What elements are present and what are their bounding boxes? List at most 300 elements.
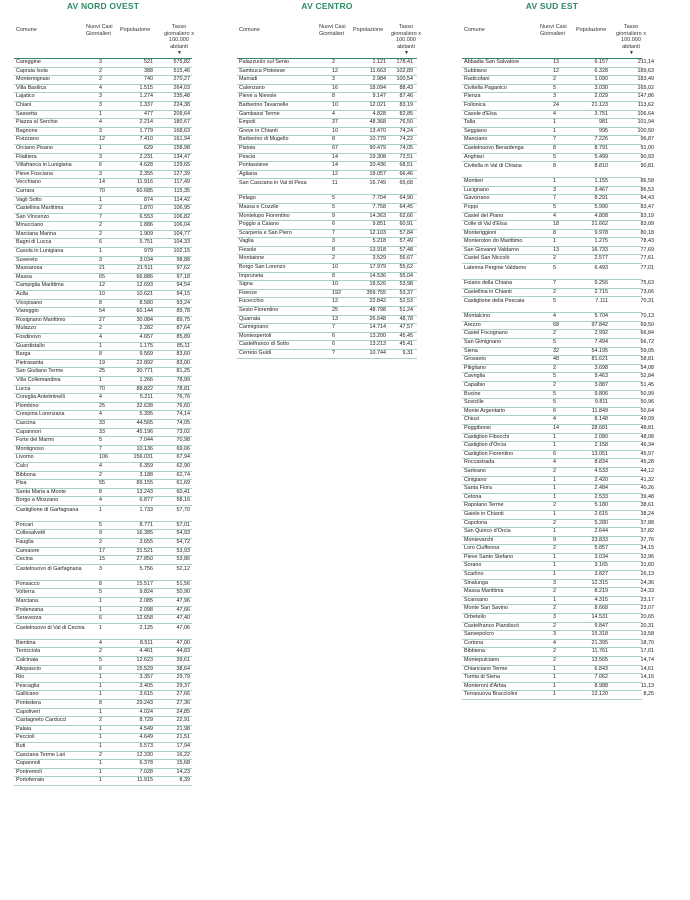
cell-tasso: 76,50 [399, 119, 413, 126]
cell-comune: Marciana Marina [16, 230, 57, 237]
sort-down-icon[interactable]: ▼ [404, 50, 409, 57]
table-row [462, 622, 654, 632]
cell-popolazione: 5.751 [139, 239, 153, 246]
cell-popolazione: 8.148 [594, 416, 608, 423]
cell-comune: Pieve Santo Stefano [464, 553, 514, 560]
cell-tasso: 48,81 [640, 424, 654, 431]
table-row [462, 442, 654, 451]
cell-comune: Mulazzo [16, 325, 37, 332]
table-row [14, 317, 192, 326]
cell-tasso: 8,25 [643, 691, 654, 698]
table-row [14, 420, 192, 429]
cell-comune: Camaiore [16, 547, 40, 554]
table-row [237, 93, 417, 102]
cell-comune: Capalbio [464, 382, 486, 388]
table-row [14, 624, 192, 640]
table-row [14, 726, 192, 735]
table-row [462, 313, 654, 322]
cell-nuovi-casi: 1 [553, 442, 556, 449]
table-row [237, 68, 417, 77]
table-row [462, 399, 654, 408]
table-row [14, 222, 192, 231]
cell-nuovi-casi: 7 [332, 229, 335, 236]
cell-nuovi-casi: 4 [99, 639, 102, 646]
cell-nuovi-casi: 4 [99, 394, 102, 401]
cell-popolazione: 10.779 [369, 136, 386, 143]
table-body [237, 58, 417, 359]
cell-tasso: 65,68 [399, 180, 413, 187]
cell-tasso: 50,64 [640, 407, 654, 414]
cell-popolazione: 7.494 [594, 339, 608, 346]
cell-tasso: 69,50 [640, 321, 654, 328]
table-row [14, 556, 192, 565]
table-row [237, 195, 417, 204]
cell-comune: Pitigliano [464, 364, 486, 371]
cell-nuovi-casi: 3 [99, 93, 102, 100]
cell-tasso: 91,00 [640, 144, 654, 151]
cell-comune: Barberino di Mugello [239, 136, 289, 143]
cell-comune: Radicofani [464, 76, 490, 83]
table-row [462, 297, 654, 313]
cell-popolazione: 11.849 [591, 407, 608, 414]
cell-nuovi-casi: 3 [99, 101, 102, 108]
cell-nuovi-casi: 1 [553, 433, 556, 440]
table-row [14, 683, 192, 692]
cell-tasso: 51,45 [640, 382, 654, 388]
cell-nuovi-casi: 8 [553, 144, 556, 151]
table-row [14, 463, 192, 472]
cell-popolazione: 2.125 [139, 624, 153, 631]
cell-tasso: 54,08 [640, 364, 654, 371]
cell-nuovi-casi: 11 [332, 180, 338, 187]
cell-comune: Poppi [464, 203, 478, 210]
cell-tasso: 57,01 [176, 521, 190, 528]
cell-comune: Forte dei Marmi [16, 437, 54, 444]
cell-popolazione: 2.484 [594, 485, 608, 492]
cell-tasso: 45,28 [640, 459, 654, 466]
cell-popolazione: 9.824 [139, 589, 153, 596]
table-row [14, 454, 192, 463]
cell-tasso: 189,63 [637, 67, 654, 74]
col-comune: Comune [16, 27, 37, 33]
table-row [14, 437, 192, 446]
cell-popolazione: 5.990 [594, 203, 608, 210]
cell-nuovi-casi: 8 [332, 93, 335, 100]
cell-nuovi-casi: 33 [99, 419, 105, 426]
cell-tasso: 129,65 [173, 162, 190, 169]
cell-popolazione: 3.887 [594, 382, 608, 388]
cell-comune: Santa Maria a Monte [16, 488, 67, 495]
cell-nuovi-casi: 10 [332, 264, 338, 271]
cell-popolazione: 8.580 [139, 299, 153, 306]
cell-popolazione: 477 [144, 110, 153, 117]
cell-comune: Carrara [16, 187, 35, 194]
cell-tasso: 45,41 [399, 341, 413, 348]
cell-nuovi-casi: 6 [99, 615, 102, 622]
cell-popolazione: 874 [144, 196, 153, 203]
cell-tasso: 102,89 [396, 67, 413, 74]
cell-nuovi-casi: 2 [99, 751, 102, 758]
cell-nuovi-casi: 2 [553, 519, 556, 526]
cell-comune: Casole d'Elsa [464, 110, 497, 117]
cell-tasso: 16,22 [176, 751, 190, 758]
cell-tasso: 69,06 [176, 445, 190, 452]
cell-tasso: 81,25 [176, 368, 190, 375]
cell-popolazione: 21.123 [591, 101, 608, 108]
cell-popolazione: 19.308 [369, 153, 386, 160]
cell-popolazione: 16.733 [591, 246, 608, 253]
col-tasso[interactable]: Tasso giornaliero x 100.000 abitanti [616, 24, 646, 50]
cell-comune: Massa e Cozzile [239, 203, 279, 210]
table-row [462, 467, 654, 477]
cell-popolazione: 32.638 [136, 402, 153, 409]
sort-down-icon[interactable]: ▼ [629, 50, 634, 57]
table-row [237, 238, 417, 247]
cell-comune: Cortona [464, 639, 484, 646]
cell-popolazione: 3.615 [139, 691, 153, 698]
cell-popolazione: 2.029 [594, 93, 608, 100]
cell-popolazione: 1.870 [139, 205, 153, 212]
cell-nuovi-casi: 1 [99, 342, 102, 349]
cell-nuovi-casi: 6 [553, 450, 556, 457]
cell-popolazione: 1.155 [594, 178, 608, 185]
cell-nuovi-casi: 4 [553, 313, 556, 320]
cell-nuovi-casi: 10 [332, 127, 338, 134]
cell-tasso: 44,83 [176, 648, 190, 655]
cell-comune: San Quirico d'Orcia [464, 528, 511, 535]
cell-tasso: 38,61 [640, 502, 654, 509]
cell-popolazione: 2.158 [594, 442, 608, 449]
table-row [237, 111, 417, 120]
cell-tasso: 29,37 [176, 682, 190, 689]
table-row [462, 144, 654, 154]
cell-comune: Portoferraio [16, 777, 45, 784]
table-row [14, 257, 192, 266]
cell-comune: Sorano [464, 562, 482, 569]
table-row [237, 247, 417, 256]
cell-comune: Sarteano [464, 467, 486, 474]
table-row [237, 264, 417, 273]
col-tasso[interactable]: Tasso giornaliero x 100.000 abitanti [164, 24, 194, 50]
cell-popolazione: 1.275 [594, 238, 608, 245]
table-row [14, 522, 192, 531]
cell-comune: Talla [464, 119, 476, 126]
cell-popolazione: 3.467 [594, 186, 608, 193]
cell-comune: Vaglia [239, 238, 254, 245]
cell-nuovi-casi: 1 [99, 196, 102, 203]
table-row [14, 265, 192, 274]
cell-tasso: 68,51 [399, 162, 413, 169]
cell-tasso: 49,09 [640, 416, 654, 423]
cell-nuovi-casi: 1 [99, 768, 102, 775]
table-row [462, 186, 654, 196]
table-row [462, 571, 654, 580]
cell-tasso: 86,58 [640, 178, 654, 185]
cell-popolazione: 16.385 [136, 530, 153, 537]
cell-tasso: 39,61 [176, 657, 190, 663]
cell-comune: Bagni di Lucca [16, 239, 52, 246]
cell-popolazione: 21.511 [136, 265, 153, 272]
cell-popolazione: 1.274 [139, 93, 153, 100]
cell-tasso: 51,56 [176, 580, 190, 587]
cell-comune: Castiglion Fibocchi [464, 433, 510, 440]
table-row [462, 229, 654, 239]
cell-tasso: 14,16 [640, 674, 654, 681]
cell-comune: Massarosa [16, 265, 43, 272]
cell-nuovi-casi: 2 [553, 605, 556, 612]
cell-tasso: 17,94 [176, 742, 190, 749]
cell-popolazione: 44.565 [136, 419, 153, 426]
cell-popolazione: 7.111 [595, 298, 608, 305]
table-row [14, 93, 192, 102]
cell-tasso: 50,96 [640, 399, 654, 406]
table-row [14, 657, 192, 666]
cell-comune: Monte San Savino [464, 605, 509, 612]
cell-tasso: 57,48 [399, 246, 413, 253]
cell-popolazione: 2.098 [139, 606, 153, 613]
cell-nuovi-casi: 2 [553, 502, 556, 509]
cell-tasso: 50,99 [640, 390, 654, 397]
cell-popolazione: 2.715 [594, 288, 608, 295]
table-row [14, 76, 192, 85]
cell-comune: Signa [239, 281, 253, 288]
cell-popolazione: 10.136 [136, 445, 153, 452]
table-row [237, 333, 417, 342]
cell-comune: Cecina [16, 556, 33, 563]
cell-tasso: 40,26 [640, 485, 654, 492]
cell-comune: Montepulciano [464, 657, 500, 663]
cell-popolazione: 45.196 [136, 428, 153, 435]
cell-comune: Ponsacco [16, 580, 40, 587]
cell-nuovi-casi: 25 [99, 368, 105, 375]
cell-tasso: 57,70 [176, 506, 190, 513]
cell-comune: Sambuca Pistoiese [239, 67, 286, 74]
cell-comune: Pelago [239, 195, 256, 202]
cell-nuovi-casi: 3 [99, 170, 102, 177]
cell-comune: San Giuliano Terme [16, 368, 64, 375]
table-row [14, 136, 192, 145]
table-row [237, 204, 417, 213]
cell-comune: Roccastrada [464, 459, 495, 466]
table-row [237, 281, 417, 290]
table-row [462, 424, 654, 434]
cell-tasso: 168,63 [173, 127, 190, 134]
table-row [237, 230, 417, 239]
table-row [237, 59, 417, 68]
cell-comune: Palazzuolo sul Senio [239, 59, 290, 65]
cell-popolazione: 13.243 [136, 488, 153, 495]
cell-tasso: 83,60 [176, 351, 190, 358]
table-row [14, 85, 192, 94]
cell-comune: Marradi [239, 76, 258, 83]
cell-comune: Rapolano Terme [464, 502, 504, 509]
table-row [14, 530, 192, 539]
cell-popolazione: 2.420 [594, 476, 608, 483]
cell-nuovi-casi: 6 [553, 407, 556, 414]
cell-comune: Monte Argentario [464, 407, 506, 414]
cell-comune: Pistoia [239, 144, 256, 151]
panel-av-nord-ovest [14, 0, 192, 786]
cell-tasso: 48,78 [399, 315, 413, 322]
cell-popolazione: 156.031 [133, 454, 153, 461]
cell-popolazione: 9.147 [372, 93, 386, 100]
cell-nuovi-casi: 12 [332, 298, 338, 305]
cell-nuovi-casi: 8 [99, 580, 102, 587]
cell-popolazione: 12.021 [369, 101, 386, 108]
cell-comune: Casola in Lunigiana [16, 248, 64, 255]
table-row [14, 640, 192, 649]
table-row [14, 308, 192, 317]
cell-popolazione: 17.979 [369, 264, 386, 271]
cell-comune: Fauglia [16, 539, 34, 546]
table-row [237, 162, 417, 171]
cell-comune: Manciano [464, 136, 488, 143]
cell-nuovi-casi: 12 [99, 282, 105, 289]
cell-comune: Pisa [16, 480, 27, 487]
cell-nuovi-casi: 2 [99, 67, 102, 74]
cell-nuovi-casi: 8 [332, 272, 335, 279]
cell-tasso: 75,63 [640, 280, 654, 287]
cell-nuovi-casi: 2 [553, 588, 556, 595]
table-row [462, 528, 654, 537]
cell-comune: Capannoli [16, 760, 41, 767]
cell-nuovi-casi: 2 [99, 325, 102, 332]
cell-nuovi-casi: 2 [553, 382, 556, 388]
cell-comune: Filattiera [16, 153, 37, 160]
table-row [462, 195, 654, 204]
cell-popolazione: 8.834 [594, 459, 608, 466]
cell-popolazione: 5.573 [139, 742, 153, 749]
cell-tasso: 19,58 [640, 631, 654, 638]
table-row [14, 700, 192, 709]
cell-comune: Castelnuovo Berardenga [464, 144, 524, 151]
cell-tasso: 39,48 [640, 493, 654, 500]
cell-nuovi-casi: 1 [99, 760, 102, 767]
cell-nuovi-casi: 7 [553, 195, 556, 202]
cell-nuovi-casi: 70 [99, 385, 105, 392]
cell-tasso: 14,23 [176, 768, 190, 775]
cell-tasso: 89,75 [176, 316, 190, 323]
cell-comune: Monteroton do Marittimo [464, 238, 523, 245]
cell-popolazione: 2.282 [139, 325, 153, 332]
table-row [237, 145, 417, 154]
cell-nuovi-casi: 5 [99, 589, 102, 596]
cell-nuovi-casi: 5 [553, 84, 556, 91]
cell-comune: Villa Basilica [16, 84, 47, 91]
cell-tasso: 47,66 [176, 606, 190, 613]
table-row [462, 127, 654, 137]
cell-popolazione: 9.463 [594, 373, 608, 380]
table-row [462, 356, 654, 365]
cell-tasso: 47,57 [399, 324, 413, 331]
cell-comune: Fiesole [239, 246, 257, 253]
col-nuovi-casi: Nuovi Casi Giornalieri [540, 24, 567, 37]
cell-comune: Barberino Tavarnelle [239, 101, 289, 108]
cell-comune: Aulla [16, 291, 28, 298]
table-row [462, 579, 654, 589]
cell-popolazione: 8.291 [594, 195, 608, 202]
table-header [237, 12, 421, 58]
cell-comune: Viareggio [16, 308, 39, 315]
cell-nuovi-casi: 1 [553, 553, 556, 560]
cell-tasso: 57,49 [399, 238, 413, 245]
cell-comune: Cerreto Guidi [239, 350, 272, 356]
cell-popolazione: 8.219 [594, 588, 608, 595]
cell-nuovi-casi: 2 [99, 648, 102, 655]
table-row [14, 674, 192, 683]
table-row [14, 188, 192, 197]
cell-comune: Vagli Sotto [16, 196, 42, 203]
table-row [462, 212, 654, 222]
cell-nuovi-casi: 5 [332, 203, 335, 210]
cell-nuovi-casi: 54 [99, 308, 105, 315]
cell-nuovi-casi: 15 [99, 556, 105, 563]
cell-popolazione: 4.828 [372, 110, 386, 117]
cell-tasso: 77,69 [640, 246, 654, 253]
col-popolazione: Popolazione [353, 27, 384, 33]
cell-comune: Chianciano Terme [464, 665, 508, 672]
cell-popolazione: 3.529 [372, 255, 386, 262]
cell-comune: Vecchiano [16, 179, 41, 186]
cell-nuovi-casi: 7 [332, 324, 335, 331]
cell-comune: Orciano Pisano [16, 144, 53, 151]
table-row [14, 325, 192, 334]
cell-comune: Podenzana [16, 606, 44, 613]
cell-tasso: 96,87 [640, 136, 654, 143]
cell-comune: Montevarchi [464, 536, 494, 543]
cell-tasso: 45,45 [399, 332, 413, 339]
cell-tasso: 77,61 [640, 255, 654, 262]
cell-tasso: 24,85 [176, 708, 190, 715]
table-row [14, 648, 192, 657]
cell-popolazione: 81.621 [591, 356, 608, 363]
table-row [237, 273, 417, 282]
cell-tasso: 73,66 [640, 288, 654, 295]
cell-comune: Castelnuovo di Val di Cecina [16, 624, 85, 631]
cell-comune: Castelfranco Piandiscò [464, 622, 520, 629]
cell-tasso: 97,18 [176, 273, 190, 280]
table-row [462, 255, 654, 264]
cell-nuovi-casi: 1 [553, 571, 556, 578]
cell-tasso: 47,40 [176, 615, 190, 622]
table-row [462, 648, 654, 657]
cell-nuovi-casi: 1 [99, 734, 102, 741]
sort-down-icon[interactable]: ▼ [177, 50, 182, 57]
cell-popolazione: 8.791 [594, 144, 608, 151]
cell-nuovi-casi: 9 [99, 530, 102, 537]
col-tasso[interactable]: Tasso giornaliero x 100.000 abitanti [391, 24, 421, 50]
cell-nuovi-casi: 1 [99, 376, 102, 383]
table-header [14, 12, 192, 58]
cell-popolazione: 8.729 [139, 717, 153, 724]
cell-popolazione: 2.085 [139, 598, 153, 605]
table-row [462, 553, 654, 563]
cell-popolazione: 13.470 [369, 127, 386, 134]
cell-tasso: 53,98 [399, 281, 413, 288]
cell-nuovi-casi: 5 [553, 373, 556, 380]
cell-comune: Calcinaia [16, 657, 39, 663]
cell-nuovi-casi: 1 [553, 665, 556, 672]
cell-tasso: 37,88 [640, 519, 654, 526]
cell-tasso: 180,67 [173, 119, 190, 126]
cell-comune: Poggibonsi [464, 424, 491, 431]
cell-tasso: 82,85 [399, 110, 413, 117]
table-row [462, 330, 654, 339]
cell-popolazione: 5.857 [594, 545, 608, 552]
cell-nuovi-casi: 2 [99, 76, 102, 83]
table-row [237, 85, 417, 94]
table-row [462, 153, 654, 163]
